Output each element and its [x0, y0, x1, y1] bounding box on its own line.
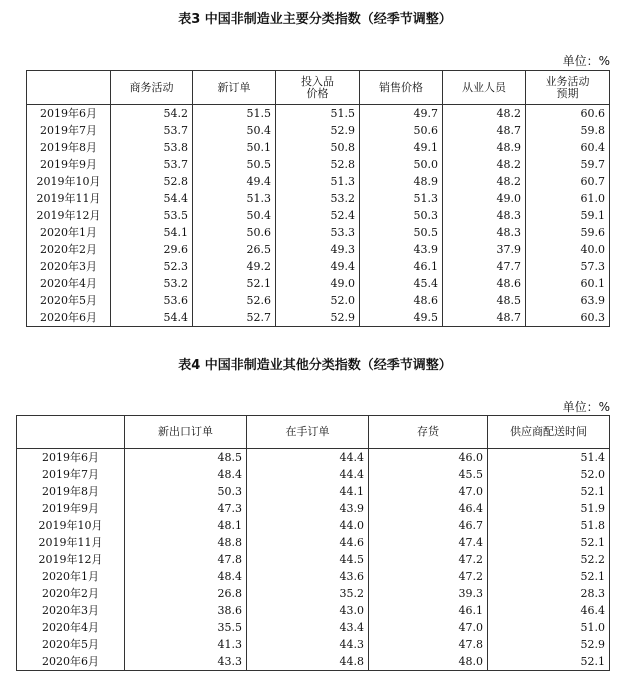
table-cell: 47.2	[369, 551, 488, 568]
table-cell: 53.3	[276, 224, 360, 241]
table-cell: 49.4	[276, 258, 360, 275]
table-cell: 54.1	[111, 224, 193, 241]
table-row	[17, 449, 610, 467]
table-cell: 50.5	[193, 156, 276, 173]
table-cell: 48.6	[360, 292, 443, 309]
table-cell: 48.3	[443, 207, 526, 224]
table-row	[27, 139, 610, 156]
table-cell: 52.7	[193, 309, 276, 327]
table-cell: 38.6	[125, 602, 247, 619]
table3-header-input-prices: 投入品 价格	[276, 71, 360, 105]
table-cell: 52.3	[111, 258, 193, 275]
table-cell: 46.7	[369, 517, 488, 534]
row-month-label: 2019年9月	[27, 156, 111, 173]
table-cell: 53.7	[111, 122, 193, 139]
table-cell: 48.7	[443, 309, 526, 327]
table-row	[17, 534, 610, 551]
table-row	[17, 483, 610, 500]
table-cell: 28.3	[488, 585, 610, 602]
table-row	[17, 653, 610, 671]
row-month-label: 2020年6月	[17, 653, 125, 671]
table-cell: 60.3	[526, 309, 610, 327]
row-month-label: 2019年8月	[17, 483, 125, 500]
table-cell: 43.4	[247, 619, 369, 636]
table-cell: 26.5	[193, 241, 276, 258]
table-cell: 44.8	[247, 653, 369, 671]
table3-unit: 单位：%	[562, 54, 610, 68]
table-cell: 51.3	[276, 173, 360, 190]
table-cell: 53.2	[276, 190, 360, 207]
table-row	[27, 105, 610, 123]
row-month-label: 2019年9月	[17, 500, 125, 517]
table-row	[27, 241, 610, 258]
table4-header-new-export-orders: 新出口订单	[125, 416, 247, 449]
table-cell: 52.9	[488, 636, 610, 653]
table3-corner-cell	[27, 71, 111, 105]
table-cell: 48.4	[125, 466, 247, 483]
table-cell: 47.0	[369, 483, 488, 500]
table-cell: 51.8	[488, 517, 610, 534]
table4	[16, 415, 610, 671]
table3	[26, 70, 610, 327]
table-cell: 54.4	[111, 309, 193, 327]
table-cell: 52.8	[276, 156, 360, 173]
table-cell: 51.3	[193, 190, 276, 207]
row-month-label: 2019年11月	[17, 534, 125, 551]
table-row	[17, 585, 610, 602]
table-cell: 52.0	[276, 292, 360, 309]
table-row	[17, 602, 610, 619]
table-cell: 48.4	[125, 568, 247, 585]
table3-header-sales-prices: 销售价格	[360, 71, 443, 105]
table-cell: 47.4	[369, 534, 488, 551]
table-cell: 49.1	[360, 139, 443, 156]
table4-header-supplier-delivery-time: 供应商配送时间	[488, 416, 610, 449]
table4-unit: 单位：%	[562, 400, 610, 414]
table3-header-employment: 从业人员	[443, 71, 526, 105]
table4-body	[17, 449, 610, 671]
table-cell: 46.4	[488, 602, 610, 619]
table-cell: 44.5	[247, 551, 369, 568]
table-cell: 53.2	[111, 275, 193, 292]
table-cell: 51.0	[488, 619, 610, 636]
row-month-label: 2019年6月	[27, 105, 111, 123]
table-cell: 48.5	[443, 292, 526, 309]
table-row	[27, 275, 610, 292]
table-cell: 47.3	[125, 500, 247, 517]
table-cell: 47.2	[369, 568, 488, 585]
table-row	[27, 292, 610, 309]
table-cell: 51.9	[488, 500, 610, 517]
table4-title: 表4 中国非制造业其他分类指数（经季节调整）	[178, 358, 452, 373]
table-cell: 49.5	[360, 309, 443, 327]
table-cell: 44.0	[247, 517, 369, 534]
table-cell: 43.3	[125, 653, 247, 671]
row-month-label: 2020年1月	[17, 568, 125, 585]
table-cell: 47.8	[125, 551, 247, 568]
table-cell: 52.1	[488, 568, 610, 585]
table-row	[27, 173, 610, 190]
table-cell: 51.4	[488, 449, 610, 467]
table-row	[17, 466, 610, 483]
row-month-label: 2019年10月	[27, 173, 111, 190]
table-cell: 39.3	[369, 585, 488, 602]
table-cell: 47.7	[443, 258, 526, 275]
table-cell: 52.1	[193, 275, 276, 292]
table-cell: 50.1	[193, 139, 276, 156]
row-month-label: 2020年4月	[17, 619, 125, 636]
row-month-label: 2020年2月	[27, 241, 111, 258]
table-cell: 48.9	[443, 139, 526, 156]
table-row	[27, 224, 610, 241]
table-cell: 26.8	[125, 585, 247, 602]
table-cell: 59.6	[526, 224, 610, 241]
table4-header-inventory: 存货	[369, 416, 488, 449]
table3-header-business-expectation: 业务活动 预期	[526, 71, 610, 105]
row-month-label: 2020年4月	[27, 275, 111, 292]
table-cell: 50.4	[193, 122, 276, 139]
table-cell: 52.2	[488, 551, 610, 568]
row-month-label: 2020年5月	[27, 292, 111, 309]
table-cell: 59.8	[526, 122, 610, 139]
table-cell: 44.4	[247, 449, 369, 467]
table-cell: 50.6	[193, 224, 276, 241]
table-cell: 48.5	[125, 449, 247, 467]
table-cell: 51.5	[276, 105, 360, 123]
row-month-label: 2019年7月	[17, 466, 125, 483]
row-month-label: 2020年1月	[27, 224, 111, 241]
table3-body	[27, 105, 610, 327]
table-cell: 61.0	[526, 190, 610, 207]
table3-title: 表3 中国非制造业主要分类指数（经季节调整）	[178, 12, 452, 27]
row-month-label: 2020年3月	[17, 602, 125, 619]
row-month-label: 2019年12月	[17, 551, 125, 568]
row-month-label: 2020年6月	[27, 309, 111, 327]
table-cell: 48.2	[443, 105, 526, 123]
table-cell: 52.9	[276, 309, 360, 327]
table-row	[27, 122, 610, 139]
table-cell: 52.4	[276, 207, 360, 224]
table-cell: 44.4	[247, 466, 369, 483]
table-cell: 46.1	[369, 602, 488, 619]
table-row	[27, 207, 610, 224]
table-cell: 29.6	[111, 241, 193, 258]
table-cell: 60.7	[526, 173, 610, 190]
table-cell: 49.0	[276, 275, 360, 292]
table-cell: 44.1	[247, 483, 369, 500]
row-month-label: 2019年6月	[17, 449, 125, 467]
table-cell: 50.6	[360, 122, 443, 139]
table4-corner-cell	[17, 416, 125, 449]
table-row	[27, 258, 610, 275]
table-cell: 52.6	[193, 292, 276, 309]
table-cell: 49.0	[443, 190, 526, 207]
row-month-label: 2020年3月	[27, 258, 111, 275]
table-cell: 44.6	[247, 534, 369, 551]
table-cell: 37.9	[443, 241, 526, 258]
table-cell: 50.8	[276, 139, 360, 156]
table-cell: 53.7	[111, 156, 193, 173]
table-cell: 49.4	[193, 173, 276, 190]
table-cell: 48.2	[443, 156, 526, 173]
table-cell: 48.9	[360, 173, 443, 190]
table-cell: 41.3	[125, 636, 247, 653]
table-cell: 48.7	[443, 122, 526, 139]
table-cell: 59.7	[526, 156, 610, 173]
table-cell: 52.0	[488, 466, 610, 483]
table-cell: 52.1	[488, 483, 610, 500]
table-cell: 35.2	[247, 585, 369, 602]
table-cell: 53.5	[111, 207, 193, 224]
table-cell: 46.1	[360, 258, 443, 275]
table-cell: 47.8	[369, 636, 488, 653]
table-cell: 43.9	[360, 241, 443, 258]
table-cell: 46.4	[369, 500, 488, 517]
table-cell: 60.6	[526, 105, 610, 123]
table-cell: 45.4	[360, 275, 443, 292]
table-cell: 51.5	[193, 105, 276, 123]
table-cell: 35.5	[125, 619, 247, 636]
table-row	[17, 500, 610, 517]
table-cell: 63.9	[526, 292, 610, 309]
row-month-label: 2020年2月	[17, 585, 125, 602]
table-cell: 45.5	[369, 466, 488, 483]
table-cell: 50.4	[193, 207, 276, 224]
table-cell: 53.6	[111, 292, 193, 309]
table-row	[17, 636, 610, 653]
table-cell: 52.9	[276, 122, 360, 139]
table4-header-backlog-orders: 在手订单	[247, 416, 369, 449]
table-cell: 52.1	[488, 653, 610, 671]
table-cell: 52.8	[111, 173, 193, 190]
table-cell: 53.8	[111, 139, 193, 156]
table3-header-business-activity: 商务活动	[111, 71, 193, 105]
table-cell: 43.0	[247, 602, 369, 619]
table-cell: 49.2	[193, 258, 276, 275]
row-month-label: 2019年8月	[27, 139, 111, 156]
table3-header-new-orders: 新订单	[193, 71, 276, 105]
table-row	[27, 309, 610, 327]
table-row	[17, 517, 610, 534]
table-row	[17, 619, 610, 636]
row-month-label: 2019年7月	[27, 122, 111, 139]
table-cell: 48.0	[369, 653, 488, 671]
table-cell: 60.1	[526, 275, 610, 292]
table-cell: 60.4	[526, 139, 610, 156]
table-cell: 51.3	[360, 190, 443, 207]
table-row	[27, 156, 610, 173]
table-cell: 50.0	[360, 156, 443, 173]
row-month-label: 2019年10月	[17, 517, 125, 534]
table-cell: 47.0	[369, 619, 488, 636]
row-month-label: 2020年5月	[17, 636, 125, 653]
table-cell: 52.1	[488, 534, 610, 551]
table-cell: 57.3	[526, 258, 610, 275]
table-cell: 48.8	[125, 534, 247, 551]
table-cell: 54.4	[111, 190, 193, 207]
row-month-label: 2019年12月	[27, 207, 111, 224]
table-cell: 50.5	[360, 224, 443, 241]
row-month-label: 2019年11月	[27, 190, 111, 207]
table-cell: 48.3	[443, 224, 526, 241]
table-cell: 48.6	[443, 275, 526, 292]
table-cell: 54.2	[111, 105, 193, 123]
table-cell: 44.3	[247, 636, 369, 653]
table-row	[27, 190, 610, 207]
table-row	[17, 568, 610, 585]
table-cell: 43.9	[247, 500, 369, 517]
table-cell: 48.2	[443, 173, 526, 190]
table-cell: 59.1	[526, 207, 610, 224]
table-cell: 49.3	[276, 241, 360, 258]
table-cell: 46.0	[369, 449, 488, 467]
table-cell: 50.3	[360, 207, 443, 224]
table-cell: 40.0	[526, 241, 610, 258]
table-cell: 49.7	[360, 105, 443, 123]
table-cell: 50.3	[125, 483, 247, 500]
table-row	[17, 551, 610, 568]
table-cell: 43.6	[247, 568, 369, 585]
table-cell: 48.1	[125, 517, 247, 534]
